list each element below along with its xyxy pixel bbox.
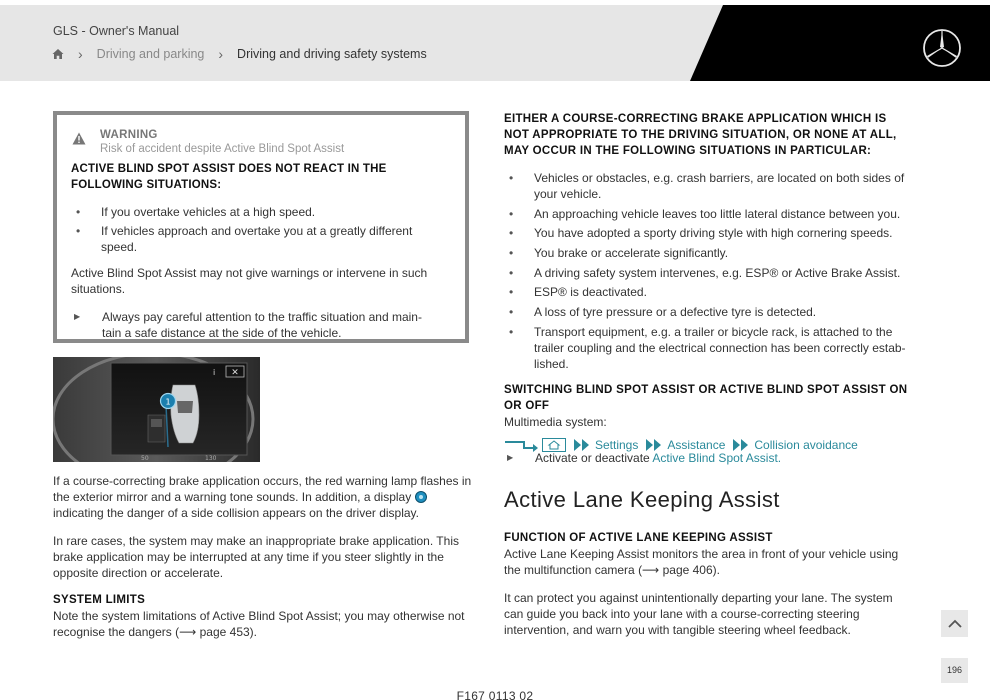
- switching-heading: SWITCHING BLIND SPOT ASSIST OR ACTIVE BLIND SPOT ASSIST ON OR OFF: [504, 384, 908, 412]
- protect-text: It can protect you against unintentionally departing your lane. The system can guide you back into your lane with a course-correcting steering intervention, and warn you with tangible steering wheel feedback.: [504, 591, 893, 637]
- activate-instruction: [504, 450, 914, 466]
- function-heading: FUNCTION OF ACTIVE LANE KEEPING ASSIST: [504, 532, 773, 544]
- manual-title: GLS - Owner's Manual: [53, 24, 180, 38]
- multimedia-label: Multimedia system:: [504, 415, 607, 429]
- instruction-text: Activate or deactivate: [535, 451, 653, 465]
- paragraph-text: If a course-correcting brake application occurs, the red warning lamp flashes in the exterior mirror and a warning tone sounds. In addition, a display: [53, 474, 472, 504]
- list-item: • If vehicles approach and overtake you at a greatly different speed.: [71, 223, 451, 255]
- gauge-label: 50: [141, 455, 149, 462]
- mercedes-star-logo[interactable]: [922, 28, 962, 68]
- paragraph-text: indicating the danger of a side collision appears on the driver display.: [53, 506, 419, 520]
- warning-box: [53, 111, 469, 343]
- scroll-to-top-button[interactable]: [941, 610, 968, 637]
- home-icon[interactable]: [52, 48, 64, 60]
- nav-settings[interactable]: Settings: [595, 438, 639, 452]
- list-item: • Transport equipment, e.g. a trailer or bicycle rack, is attached to the trailer coupling and the electrical connection has been correctly estab-lished.: [504, 324, 909, 372]
- warning-heading: ACTIVE BLIND SPOT ASSIST DOES NOT REACT IN THE FOLLOWING SITUATIONS:: [71, 163, 387, 191]
- inappropriate-brake-paragraph: In rare cases, the system may make an inappropriate brake application. This brake application may be interrupted at any time if you steer slightly in the opposite direction or accelerate.: [53, 534, 459, 580]
- breadcrumb: [52, 46, 427, 62]
- situations-bullet-list: [504, 170, 909, 376]
- info-icon: i: [213, 368, 216, 377]
- warning-triangle-icon: [72, 132, 86, 145]
- breadcrumb-current-page: Driving and driving safety systems: [237, 47, 427, 61]
- instruction-line: tain a safe distance at the side of the vehicle.: [102, 326, 342, 340]
- list-item: • If you overtake vehicles at a high speed.: [71, 204, 451, 220]
- list-item: • You have adopted a sporty driving style with high cornering speeds.: [504, 225, 909, 241]
- instruction-line: Always pay careful attention to the traffic situation and main-: [102, 310, 422, 324]
- situations-heading: EITHER A COURSE-CORRECTING BRAKE APPLICATION WHICH IS NOT APPROPRIATE TO THE DRIVING SITUATION, OR NONE AT ALL, MAY OCCUR IN THE FOLLOWING SITUATIONS IN PARTICULAR:: [504, 113, 897, 157]
- list-item: • A loss of tyre pressure or a defective tyre is detected.: [504, 304, 909, 320]
- list-item: • You brake or accelerate significantly.: [504, 245, 909, 261]
- page-number: 196: [941, 658, 968, 683]
- warning-bullet-list: [71, 204, 451, 255]
- warning-paragraph: Active Blind Spot Assist may not give warnings or intervene in such situations.: [71, 266, 428, 296]
- cluster-illustration: [53, 357, 260, 462]
- nav-collision-avoidance[interactable]: Collision avoidance: [754, 438, 858, 452]
- breadcrumb-separator-icon: ›: [78, 46, 83, 62]
- warning-title: WARNING: [100, 129, 158, 141]
- warning-instruction: [71, 309, 441, 341]
- instrument-cluster-image: [53, 357, 260, 462]
- list-item: • ESP® is deactivated.: [504, 284, 909, 300]
- active-lane-keeping-title: Active Lane Keeping Assist: [504, 487, 780, 512]
- breadcrumb-driving-and-parking[interactable]: Driving and parking: [96, 47, 205, 61]
- warning-subtitle: Risk of accident despite Active Blind Spot Assist: [100, 143, 345, 155]
- system-limits-heading: SYSTEM LIMITS: [53, 594, 146, 606]
- callout-badge: 1: [165, 397, 171, 407]
- function-text: Active Lane Keeping Assist monitors the area in front of your vehicle using the multifunction camera (⟶ page 406).: [504, 547, 899, 577]
- list-item: • An approaching vehicle leaves too little lateral distance between you.: [504, 206, 909, 222]
- blind-spot-display-icon: [415, 491, 427, 503]
- system-limits-text: Note the system limitations of Active Blind Spot Assist; you may otherwise not recognise the dangers (⟶ page 453).: [53, 609, 465, 639]
- gauge-label: 130: [205, 455, 217, 462]
- brake-application-paragraph: [53, 473, 473, 521]
- close-icon: ✕: [231, 368, 239, 378]
- breadcrumb-separator-icon: ›: [218, 46, 224, 62]
- chevron-up-icon: [948, 619, 962, 628]
- active-blind-spot-assist-link[interactable]: Active Blind Spot Assist.: [652, 451, 782, 465]
- image-reference-code: F167 0113 02: [456, 689, 534, 700]
- list-item: • Vehicles or obstacles, e.g. crash barriers, are located on both sides of your vehicle.: [504, 170, 909, 202]
- list-item: • A driving safety system intervenes, e.g. ESP® or Active Brake Assist.: [504, 265, 909, 281]
- nav-assistance[interactable]: Assistance: [667, 438, 726, 452]
